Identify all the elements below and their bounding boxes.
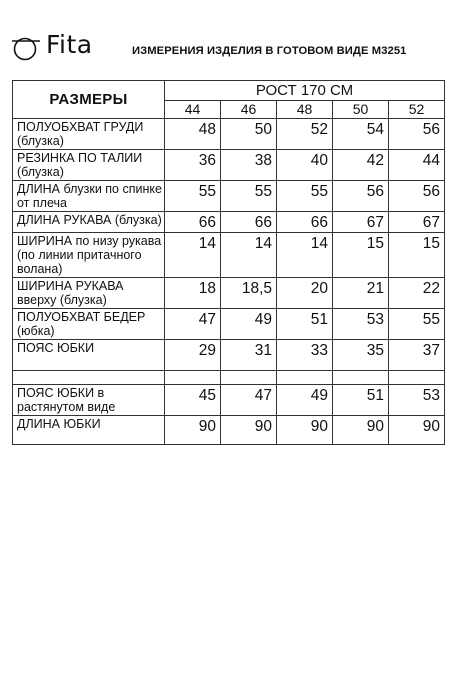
size-column-header: 48 [277,101,333,119]
row-value: 56 [389,119,445,150]
row-value: 90 [165,416,221,445]
row-value: 20 [277,278,333,309]
row-label: ДЛИНА ЮБКИ [13,416,165,445]
row-value [277,371,333,385]
row-value: 42 [333,150,389,181]
row-value: 51 [333,385,389,416]
row-value: 36 [165,150,221,181]
size-column-header: 44 [165,101,221,119]
brand-logo [12,30,122,64]
table-row [13,150,445,181]
row-value: 50 [221,119,277,150]
row-value: 38 [221,150,277,181]
row-label: ШИРИНА РУКАВА вверху (блузка) [13,278,165,309]
row-value: 33 [277,340,333,371]
table-row [13,119,445,150]
row-label: РЕЗИНКА ПО ТАЛИИ (блузка) [13,150,165,181]
row-value: 55 [277,181,333,212]
size-column-header: 50 [333,101,389,119]
row-value: 90 [277,416,333,445]
size-table [12,80,445,445]
row-value: 90 [221,416,277,445]
table-row [13,385,445,416]
row-value: 49 [277,385,333,416]
row-value: 67 [389,212,445,233]
row-value: 54 [333,119,389,150]
row-value: 47 [165,309,221,340]
row-value [165,371,221,385]
row-value: 14 [277,233,333,278]
row-label: ПОЯС ЮБКИ [13,340,165,371]
row-value [333,371,389,385]
table-row [13,278,445,309]
row-value: 22 [389,278,445,309]
row-value: 40 [277,150,333,181]
sizes-header: РАЗМЕРЫ [13,81,165,119]
row-value: 14 [165,233,221,278]
table-row [13,212,445,233]
row-value: 15 [389,233,445,278]
row-value: 53 [389,385,445,416]
row-value: 66 [221,212,277,233]
row-value: 90 [333,416,389,445]
row-value: 90 [389,416,445,445]
height-header: РОСТ 170 СМ [165,81,445,101]
header [12,26,442,66]
row-value: 66 [277,212,333,233]
table-row [13,340,445,371]
row-value: 48 [165,119,221,150]
row-value: 18,5 [221,278,277,309]
row-value: 56 [333,181,389,212]
row-value: 31 [221,340,277,371]
document-title: ИЗМЕРЕНИЯ ИЗДЕЛИЯ В ГОТОВОМ ВИДЕ М3251 [132,45,407,57]
row-value: 15 [333,233,389,278]
row-label: ШИРИНА по низу рукава (по линии притачного волана) [13,233,165,278]
table-row [13,416,445,445]
row-label: ДЛИНА блузки по спинке от плеча [13,181,165,212]
row-value: 51 [277,309,333,340]
row-value: 44 [389,150,445,181]
row-value: 67 [333,212,389,233]
row-value: 47 [221,385,277,416]
row-label [13,371,165,385]
row-label: ПОЛУОБХВАТ ГРУДИ (блузка) [13,119,165,150]
table-row [13,181,445,212]
fita-logo-icon [12,30,44,64]
row-value: 35 [333,340,389,371]
row-value [221,371,277,385]
row-label: ПОЛУОБХВАТ БЕДЕР (юбка) [13,309,165,340]
row-value: 14 [221,233,277,278]
row-value: 53 [333,309,389,340]
row-value: 21 [333,278,389,309]
row-value: 55 [221,181,277,212]
table-row-blank [13,371,445,385]
size-column-header: 46 [221,101,277,119]
row-value: 29 [165,340,221,371]
row-label: ДЛИНА РУКАВА (блузка) [13,212,165,233]
row-value: 49 [221,309,277,340]
row-value [389,371,445,385]
logo-text: Fita [46,30,93,59]
size-column-header: 52 [389,101,445,119]
row-value: 55 [165,181,221,212]
row-value: 66 [165,212,221,233]
table-row [13,233,445,278]
row-label: ПОЯС ЮБКИ в растянутом виде [13,385,165,416]
row-value: 37 [389,340,445,371]
row-value: 18 [165,278,221,309]
table-row [13,309,445,340]
row-value: 56 [389,181,445,212]
row-value: 45 [165,385,221,416]
table-header-row [13,81,445,101]
row-value: 52 [277,119,333,150]
row-value: 55 [389,309,445,340]
